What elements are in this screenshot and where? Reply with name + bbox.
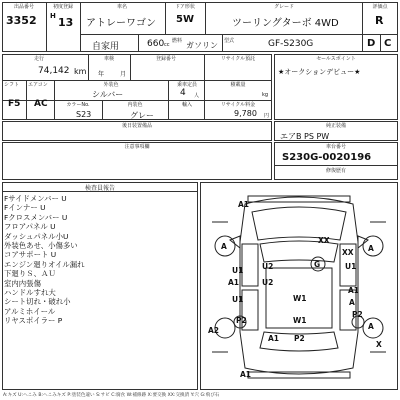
reg-label: 登録番号 [155,56,176,62]
mark-a-right-rear-wheel: A [368,322,374,331]
mark-u2-left-rear: U2 [262,278,274,287]
mark-a1-front: A1 [238,200,250,209]
mark-a1-rear-center: A1 [268,334,280,343]
interior-color-label: 内装色 [127,102,143,108]
footer-legend: A:キズ U:へこみ B:へこみキズ P:塗装色違い S:サビ C:腐食 W:補修跡 X:要交換 XX:交換済 Y:穴 G:飛び石 [3,393,220,398]
grade: ツーリングターボ 4WD [232,18,339,29]
mark-u1-left-front: U1 [232,266,244,275]
weight-label: 積載量 [230,82,246,88]
fuel-label: 燃料 [172,38,183,44]
report-item: ダッシュパネル小U [4,231,69,241]
mark-u2-left-front: U2 [262,262,274,271]
mark-u1-right-front: U1 [345,262,357,271]
report-item: Fインナー U [4,203,46,213]
recycle-label: リサイクル預託 [220,56,256,62]
mark-a-right-front-wheel: A [368,244,374,253]
year-era: H [50,12,56,20]
color-no-label: カラーNo. [66,102,90,108]
capacity: 4 [180,88,186,98]
mark-a-left-front-wheel: A [221,242,227,251]
usage: 自家用 [92,42,120,52]
mark-g-roof: G [314,260,321,269]
color-no: S23 [76,110,92,119]
equipment-label: 純正装備 [325,123,346,129]
mark-a2-left-rear: A2 [208,326,220,335]
mark-a1-left: A1 [228,278,240,287]
year: 13 [58,16,74,29]
exterior-grade: C [384,38,392,49]
mark-p2-rear: P2 [294,334,305,343]
import-label: 輸入 [181,102,192,108]
score: R [375,14,384,27]
mark-p2-left-rear: P2 [236,316,247,325]
fuel: ガソリン [186,41,218,50]
report-label: 検査員報告 [84,185,115,192]
recycle-fee-label: リサイクル料金 [220,102,256,108]
interior-color: グレー [130,111,154,120]
year-label: 初度登録 [52,4,73,10]
memo-label: 注意事項欄 [124,144,150,150]
mark-w1-rear: W1 [293,316,307,325]
ac: AC [34,99,48,109]
shift-label: シフト [4,82,20,88]
mark-a1-rear-bumper: A1 [240,370,252,379]
report-item: 室内内張傷 [4,278,41,288]
capacity-unit: 人 [194,93,200,99]
doors: 5W [176,14,194,25]
report-item: シート切れ・破れ小 [4,297,71,307]
recycle-yen: 円 [264,113,270,119]
interior-grade: D [367,38,376,49]
mark-x-rear-right: X [376,340,382,349]
report-item: 外装色あせ、小傷多い [4,241,78,250]
equipment: エアB PS PW [280,132,330,141]
shaken-label: 車検 [103,56,114,62]
cc-unit: cc [164,42,170,48]
exterior-color-label: 外装色 [103,82,119,88]
report-item: Fサイドメンバー U [4,194,67,203]
report-item: アルミホイール [4,306,56,316]
recycle-fee: 9,780 [234,109,257,118]
engine-cc: 660 [147,39,165,49]
mark-a1-right-mid: A1 [348,286,360,295]
report-item: コアサポート U [4,250,57,260]
chassis-label: 車台番号 [325,144,346,150]
mark-p2-rear-right: P2 [352,310,363,319]
shaken-year-unit: 年 [98,71,105,78]
shaken-month-unit: 月 [120,71,127,78]
mark-u1-left-mid: U1 [232,295,244,304]
report-item: ハンドルすれ大 [4,288,56,297]
mileage-unit: km [74,67,87,76]
exterior-color: シルバー [92,90,124,99]
mileage: 74,142 [38,66,70,76]
mark-a-right-mid: A [349,298,355,307]
report-item: フロアパネル U [4,222,56,232]
mark-w1-roof: W1 [293,294,307,303]
sales-point: ★オークションデビュー★ [278,68,361,76]
report-item: Fクロスメンバー U [4,212,68,222]
lot-number: 3352 [6,14,37,27]
mark-xx-front: XX [318,236,330,245]
doors-label: ドア形状 [175,4,195,10]
weight-unit: kg [262,92,269,98]
sales-label: セールスポイント [316,56,356,62]
capacity-label: 乗車定員 [176,82,197,88]
model-name: アトレーワゴン [86,18,156,29]
accident-label: 修復歴有 [326,168,347,174]
lot-label: 出品番号 [13,4,34,10]
model-label: 車名 [116,4,127,10]
score-label: 評価点 [372,4,388,10]
model-code: GF-S230G [268,39,314,49]
mark-xx-right: XX [342,248,354,257]
sales-frame [274,54,398,120]
after-label: 後日装置備品 [121,123,152,129]
shift: F5 [8,99,21,109]
report-item: 下廻りＳ、ＡＵ [4,269,56,279]
grade-label: グレード [273,4,294,10]
mileage-label: 走行 [33,56,44,62]
report-item: エンジン廻りオイル漏れ [4,259,85,269]
report-item: リヤスポイラー P [4,316,63,326]
chassis: S230G-0020196 [282,152,372,163]
ac-label: エアコン [28,82,48,88]
model-code-label: 型式 [224,38,235,44]
